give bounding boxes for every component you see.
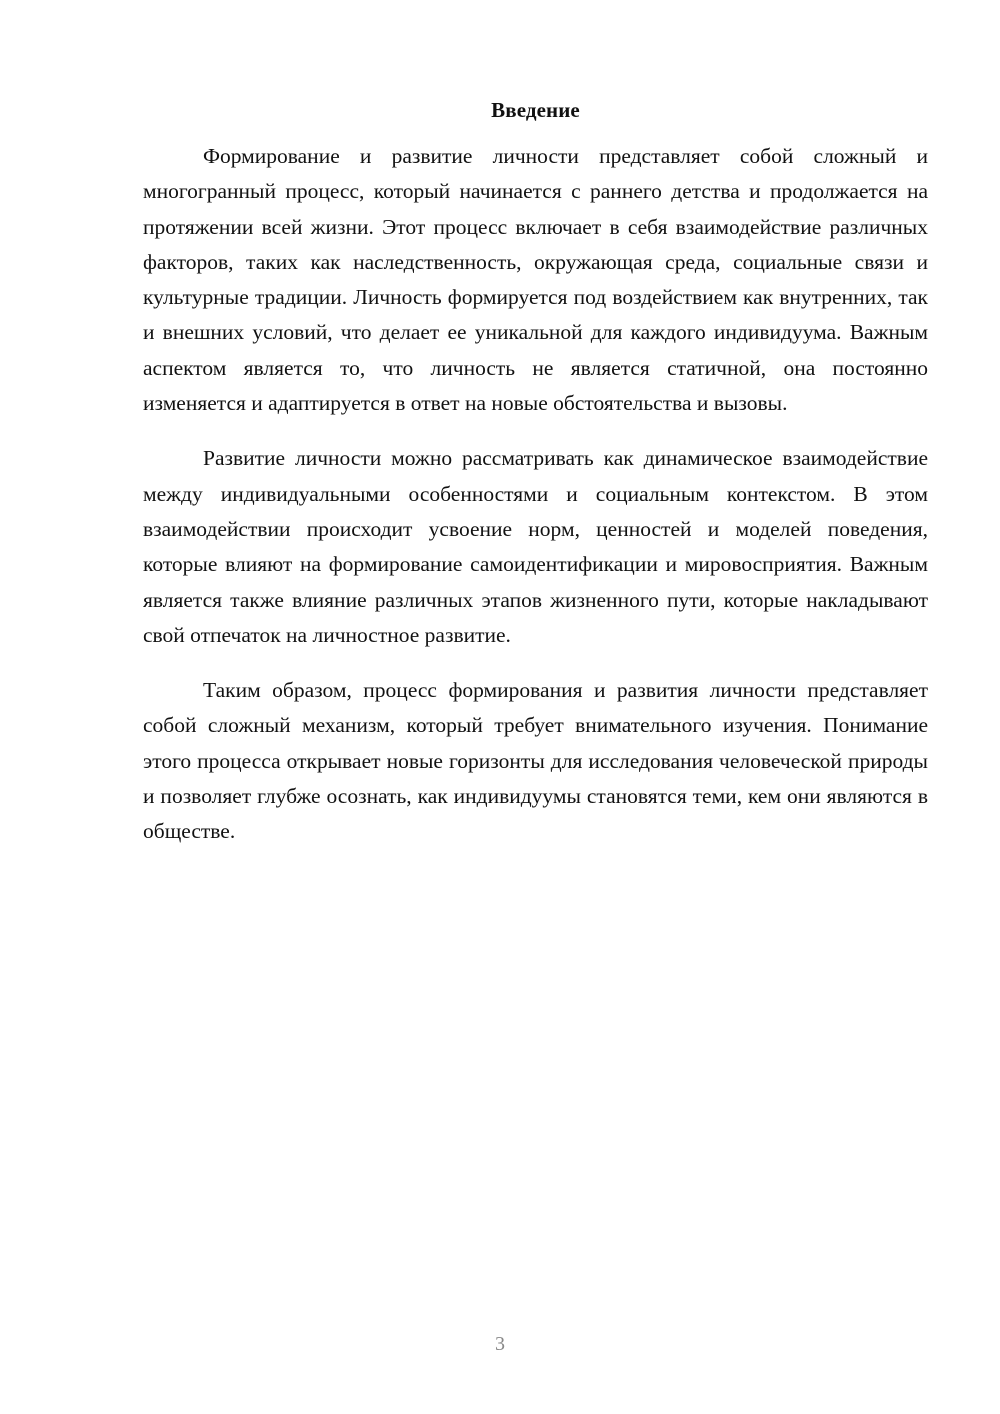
paragraph-1: Формирование и развитие личности представляет собой сложный и многогранный процесс, который начинается с раннего детства и продолжается на протяжении всей жизни. Этот процесс включает в себя взаимодействие различных факторов, таких как наследственность, окружающая среда, социальные связи и культурные традиции. Личность формируется под воздействием как внутренних, так и внешних условий, что делает ее уникальной для каждого индивидуума. Важным аспектом является то, что личность не является статичной, она постоянно изменяется и адаптируется в ответ на новые обстоятельства и вызовы. [143, 144, 928, 416]
paragraph-2: Развитие личности можно рассматривать как динамическое взаимодействие между индивидуальными особенностями и социальным контекстом. В этом взаимодействии происходит усвоение норм, ценностей и моделей поведения, которые влияют на формирование самоидентификации и мировосприятия. Важным является также влияние различных этапов жизненного пути, которые накладывают свой отпечаток на личностное развитие. [143, 446, 928, 647]
page-content [143, 95, 928, 870]
page-number: 3 [495, 1333, 505, 1355]
section-title: Введение [491, 98, 580, 122]
paragraph-3: Таким образом, процесс формирования и развития личности представляет собой сложный механизм, который требует внимательного изучения. Понимание этого процесса открывает новые горизонты для исследования человеческой природы и позволяет глубже осознать, как индивидуумы становятся теми, кем они являются в обществе. [143, 678, 928, 844]
